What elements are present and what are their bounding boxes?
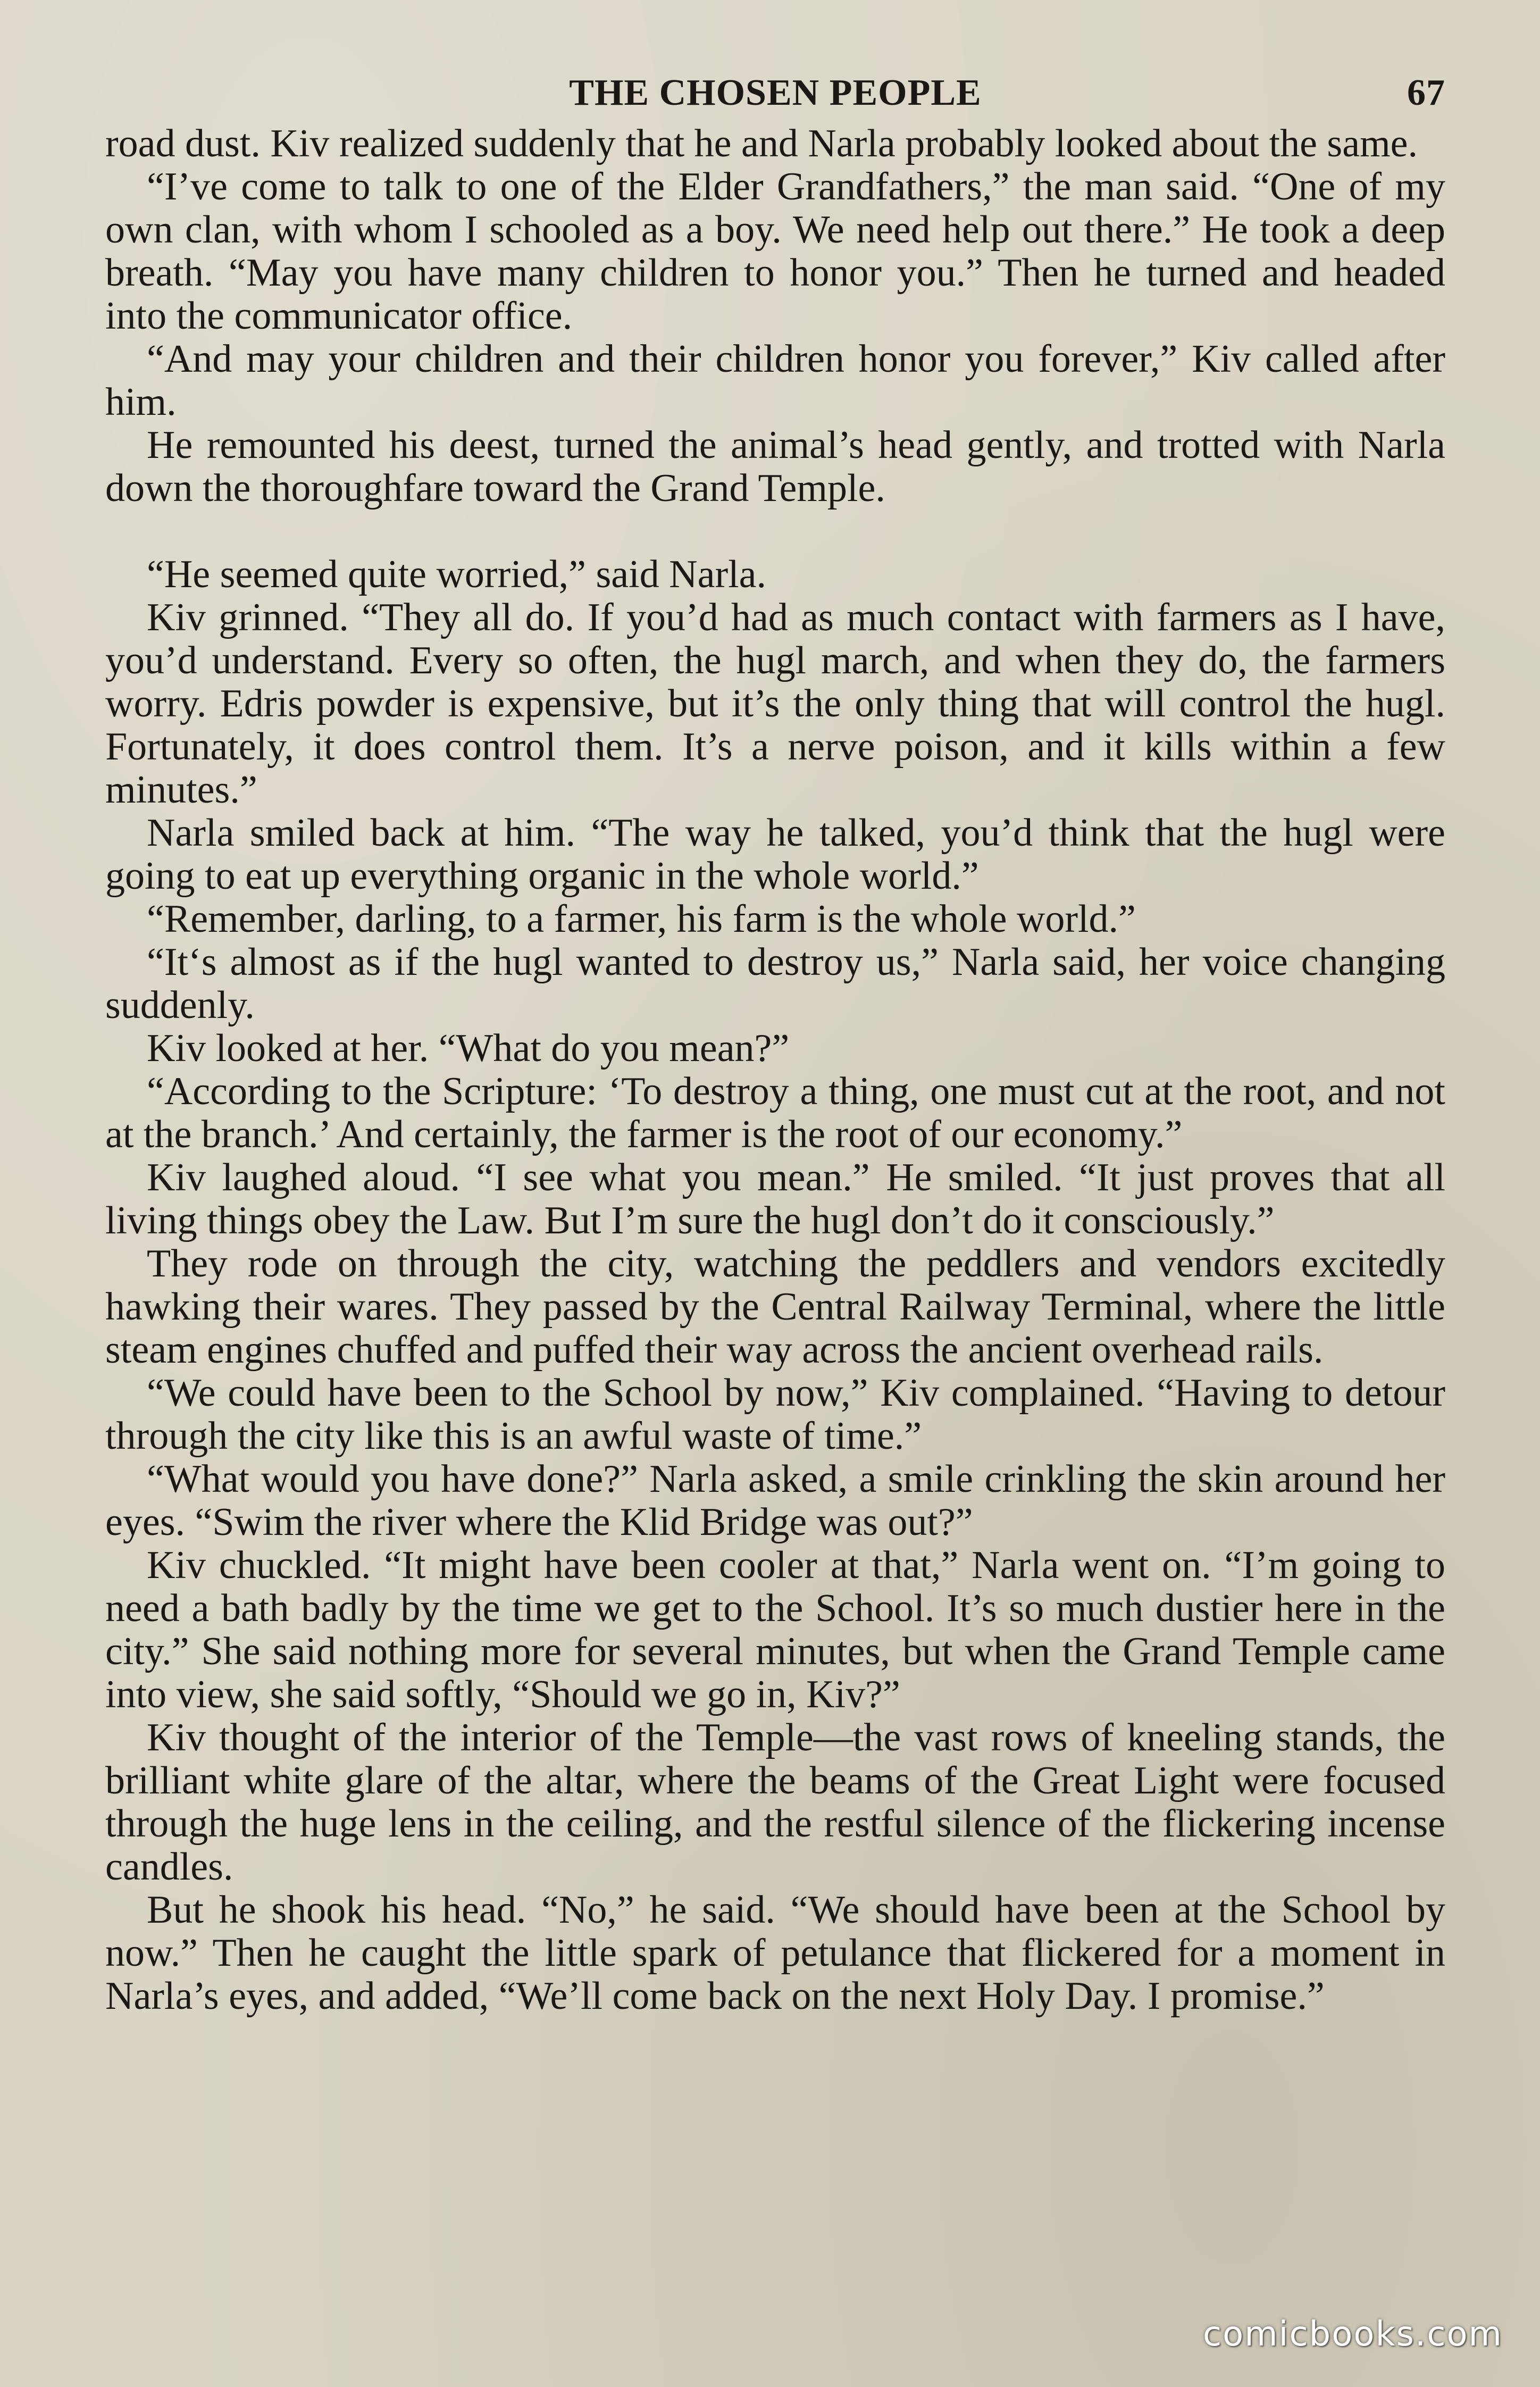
paragraph: Narla smiled back at him. “The way he talked, you’d think that the hugl were going to eat up everything organic in the whole world.” <box>105 811 1445 898</box>
paragraph: Kiv thought of the interior of the Temple—the vast rows of kneeling stands, the brilliant white glare of the altar, where the beams of the Great Light were focused through the huge lens in the ceiling, and the restful silence of the flickering incense candles. <box>105 1716 1445 1889</box>
paragraph: “I’ve come to talk to one of the Elder Grandfathers,” the man said. “One of my own clan, with whom I schooled as a boy. We need help out there.” He took a deep breath. “May you have many children to honor you.” Then he turned and headed into the communicator office. <box>105 165 1445 338</box>
paragraph: “It‘s almost as if the hugl wanted to destroy us,” Narla said, her voice changing suddenly. <box>105 940 1445 1027</box>
paragraph: “Remember, darling, to a farmer, his farm is the whole world.” <box>147 897 1136 941</box>
paragraph: “He seemed quite worried,” said Narla. <box>147 553 766 596</box>
running-head <box>105 64 1445 122</box>
paragraph: They rode on through the city, watching the peddlers and vendors excitedly hawking their wares. They passed by the Central Railway Terminal, where the little steam engines chuffed and puffed their way across the ancient overhead rails. <box>105 1242 1445 1372</box>
page-number: 67 <box>1407 72 1445 113</box>
paragraph: “We could have been to the School by now,” Kiv complained. “Having to detour through the city like this is an awful waste of time.” <box>105 1371 1445 1458</box>
book-page <box>105 64 1445 2340</box>
body-text <box>105 122 1445 2018</box>
paragraph: “According to the Scripture: ‘To destroy a thing, one must cut at the root, and not at the branch.’ And certainly, the farmer is the root of our economy.” <box>105 1070 1445 1156</box>
paragraph: Kiv laughed aloud. “I see what you mean.” He smiled. “It just proves that all living things obey the Law. But I’m sure the hugl don’t do it consciously.” <box>105 1156 1445 1242</box>
watermark: comicbooks.com <box>1202 2315 1503 2354</box>
paragraph: He remounted his deest, turned the animal’s head gently, and trotted with Narla down the thoroughfare toward the Grand Temple. <box>105 423 1445 510</box>
paragraph: Kiv looked at her. “What do you mean?” <box>147 1026 790 1070</box>
paragraph: But he shook his head. “No,” he said. “We should have been at the School by now.” Then he caught the little spark of petulance that flickered for a moment in Narla’s eyes, and added, “We’ll come back on the next Holy Day. I promise.” <box>105 1888 1445 2018</box>
paragraph: road dust. Kiv realized suddenly that he and Narla probably looked about the same. <box>105 122 1418 165</box>
paragraph: Kiv chuckled. “It might have been cooler at that,” Narla went on. “I’m going to need a bath badly by the time we get to the School. It’s so much dustier here in the city.” She said nothing more for several minutes, but when the Grand Temple came into view, she said softly, “Should we go in, Kiv?” <box>105 1543 1445 1716</box>
paragraph: “And may your children and their children honor you forever,” Kiv called after him. <box>105 337 1445 424</box>
chapter-title: THE CHOSEN PEOPLE <box>569 72 982 113</box>
paragraph: “What would you have done?” Narla asked, a smile crinkling the skin around her eyes. “Swim the river where the Klid Bridge was out?” <box>105 1457 1445 1544</box>
paragraph: Kiv grinned. “They all do. If you’d had as much contact with farmers as I have, you’d understand. Every so often, the hugl march, and when they do, the farmers worry. Edris powder is expensive, but it’s the only thing that will control the hugl. Fortunately, it does control them. It’s a nerve poison, and it kills within a few minutes.” <box>105 596 1445 812</box>
